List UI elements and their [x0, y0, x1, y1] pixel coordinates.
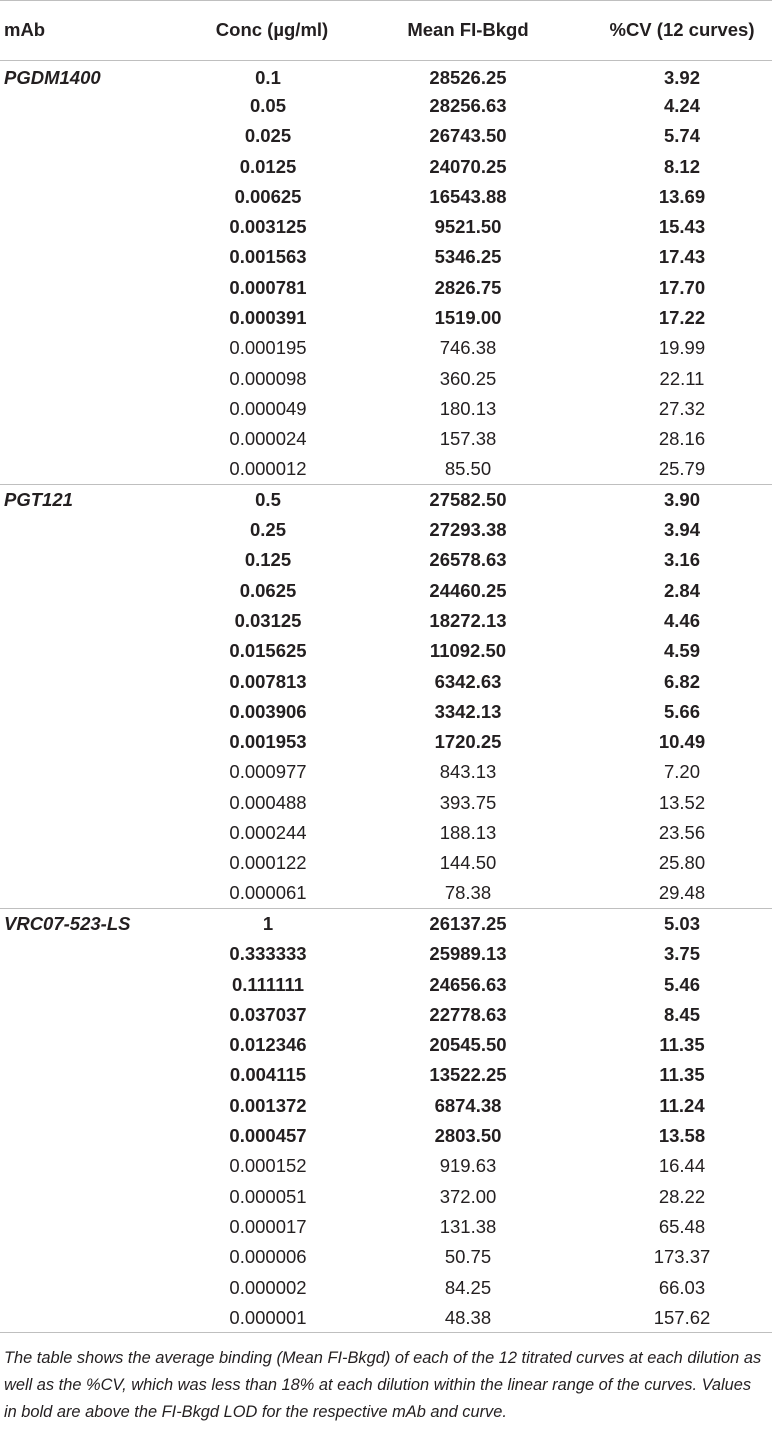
conc-value: 0.037037: [229, 1003, 307, 1025]
conc-value: 0.000006: [229, 1246, 307, 1268]
cv-value: 5.46: [663, 973, 700, 995]
cv-value: 28.16: [658, 428, 706, 450]
header-mean: Mean FI-Bkgd: [348, 1, 578, 61]
table-row: [0, 454, 772, 484]
conc-value: 0.03125: [234, 609, 302, 631]
mab-cell-empty: [0, 576, 188, 606]
table-row: [0, 727, 772, 757]
cv-value: 22.11: [659, 367, 705, 389]
table-header: [0, 1, 772, 61]
cv-value: 66.03: [658, 1276, 706, 1298]
conc-value: 1: [188, 909, 348, 939]
conc-value: 0.000195: [229, 337, 307, 359]
cv-value: 13.58: [658, 1125, 706, 1147]
mab-cell-empty: [0, 363, 188, 393]
cv-value: 4.59: [663, 640, 700, 662]
conc-value: 0.000152: [229, 1155, 307, 1177]
mean-value: 26137.25: [348, 909, 578, 939]
cv-value: 27.32: [658, 397, 706, 419]
mab-cell-empty: [0, 636, 188, 666]
table-row: [0, 61, 772, 91]
table-row: [0, 151, 772, 181]
conc-value: 0.000012: [229, 458, 307, 480]
cv-value: 25.80: [658, 852, 706, 874]
mab-cell-empty: [0, 969, 188, 999]
header-cv: %CV (12 curves): [578, 1, 772, 61]
table-body: [0, 61, 772, 1333]
cv-value: 17.43: [658, 246, 706, 268]
table-row: [0, 697, 772, 727]
cv-value: 4.46: [663, 609, 700, 631]
mean-value: 24656.63: [429, 973, 507, 995]
mab-cell-empty: [0, 606, 188, 636]
conc-value: 0.000098: [229, 367, 307, 389]
mean-value: 11092.50: [429, 640, 507, 662]
table-row: [0, 666, 772, 696]
mab-cell-empty: [0, 1151, 188, 1181]
mean-value: 9521.50: [434, 216, 502, 238]
mab-cell-empty: [0, 1121, 188, 1151]
mean-value: 5346.25: [434, 246, 502, 268]
conc-value: 0.05: [249, 94, 286, 116]
table-row: [0, 363, 772, 393]
conc-value: 0.000391: [229, 307, 307, 329]
mean-value: 919.63: [439, 1155, 497, 1177]
cv-value: 5.66: [663, 700, 700, 722]
cv-value: 29.48: [658, 882, 706, 904]
mab-cell-empty: [0, 454, 188, 484]
mean-value: 22778.63: [429, 1003, 507, 1025]
conc-value: 0.125: [244, 549, 292, 571]
cv-value: 5.03: [578, 909, 772, 939]
header-mab: mAb: [0, 1, 188, 61]
table-row: [0, 242, 772, 272]
table-row: [0, 576, 772, 606]
cv-value: 3.75: [663, 943, 700, 965]
mean-value: 28526.25: [429, 66, 507, 88]
mean-value: 27293.38: [429, 519, 507, 541]
mean-value: 13522.25: [429, 1064, 507, 1086]
cv-value: 3.94: [663, 519, 700, 541]
mab-cell-empty: [0, 1181, 188, 1211]
cv-value: 28.22: [658, 1185, 706, 1207]
conc-value: 0.012346: [229, 1034, 307, 1056]
cv-value: 16.44: [658, 1155, 706, 1177]
table-row: [0, 545, 772, 575]
cv-value: 65.48: [658, 1215, 706, 1237]
conc-value: 0.000051: [229, 1185, 307, 1207]
mean-value: 28256.63: [429, 94, 507, 116]
cv-value: 25.79: [658, 458, 706, 480]
table-row: [0, 1030, 772, 1060]
cv-value: 13.52: [658, 791, 706, 813]
mean-value: 84.25: [444, 1276, 492, 1298]
mean-value: 6874.38: [434, 1094, 502, 1116]
mab-cell-empty: [0, 424, 188, 454]
mab-cell-empty: [0, 879, 188, 909]
mab-cell-empty: [0, 303, 188, 333]
mab-cell-empty: [0, 515, 188, 545]
mab-cell-empty: [0, 545, 188, 575]
mab-cell-empty: [0, 818, 188, 848]
conc-value: 0.0125: [239, 155, 297, 177]
mab-cell-empty: [0, 333, 188, 363]
table-row: [0, 212, 772, 242]
cv-value: 4.24: [663, 94, 700, 116]
cv-value: 2.84: [663, 579, 700, 601]
mab-cell-empty: [0, 1060, 188, 1090]
mean-value: 746.38: [439, 337, 497, 359]
conc-value: 0.1: [255, 66, 281, 88]
mab-name: VRC07-523-LS: [0, 909, 188, 939]
mean-value: 372.00: [439, 1185, 497, 1207]
conc-value: 0.000001: [188, 1303, 348, 1333]
table-row: [0, 636, 772, 666]
conc-value: 0.000017: [229, 1215, 307, 1237]
conc-value: 0.000977: [229, 761, 307, 783]
mean-value: 6342.63: [434, 670, 502, 692]
mab-cell-empty: [0, 1000, 188, 1030]
table-row: [0, 394, 772, 424]
mean-value: 85.50: [444, 458, 492, 480]
table-row: [0, 182, 772, 212]
mab-cell-empty: [0, 182, 188, 212]
cv-value: 3.92: [663, 66, 700, 88]
mab-cell-empty: [0, 121, 188, 151]
conc-value: 0.000457: [229, 1125, 307, 1147]
mab-cell-empty: [0, 939, 188, 969]
mean-value: 78.38: [444, 882, 492, 904]
table-row: [0, 909, 772, 939]
mean-value: 180.13: [439, 397, 497, 419]
conc-value: 0.25: [249, 519, 286, 541]
table-row: [0, 1212, 772, 1242]
table-row: [0, 969, 772, 999]
mab-cell-empty: [0, 1242, 188, 1272]
table-row: [0, 303, 772, 333]
table-row: [0, 757, 772, 787]
table-row: [0, 91, 772, 121]
conc-value: 0.003125: [229, 216, 307, 238]
mab-cell-empty: [0, 727, 188, 757]
conc-value: 0.000244: [229, 822, 307, 844]
mean-value: 3342.13: [434, 700, 502, 722]
table-row: [0, 1303, 772, 1333]
mab-cell-empty: [0, 1212, 188, 1242]
cv-value: 11.24: [659, 1094, 705, 1116]
mab-cell-empty: [0, 666, 188, 696]
mab-cell-empty: [0, 242, 188, 272]
mean-value: 157.38: [439, 428, 497, 450]
conc-value: 0.025: [244, 125, 292, 147]
mean-value: 27582.50: [348, 485, 578, 515]
cv-value: 173.37: [653, 1246, 711, 1268]
mab-name: PGT121: [0, 485, 188, 515]
table-row: [0, 939, 772, 969]
conc-value: 0.5: [188, 485, 348, 515]
mean-value: 360.25: [439, 367, 497, 389]
table-row: [0, 1060, 772, 1090]
table-row: [0, 1121, 772, 1151]
table-row: [0, 273, 772, 303]
table-row: [0, 879, 772, 909]
table-row: [0, 1151, 772, 1181]
conc-value: 0.0625: [239, 579, 297, 601]
mab-cell-empty: [0, 697, 188, 727]
conc-value: 0.001372: [229, 1094, 307, 1116]
conc-value: 0.007813: [229, 670, 307, 692]
mab-cell-empty: [0, 848, 188, 878]
cv-value: 11.35: [659, 1064, 705, 1086]
mean-value: 188.13: [439, 822, 497, 844]
mean-value: 843.13: [439, 761, 497, 783]
cv-value: 8.12: [663, 155, 700, 177]
table-row: [0, 818, 772, 848]
mab-cell-empty: [0, 1303, 188, 1333]
conc-value: 0.333333: [229, 943, 307, 965]
table-row: [0, 1000, 772, 1030]
mean-value: 24460.25: [429, 579, 507, 601]
cv-value: 3.90: [578, 485, 772, 515]
conc-value: 0.015625: [229, 640, 307, 662]
mean-value: 20545.50: [429, 1034, 507, 1056]
cv-value: 10.49: [658, 731, 706, 753]
mean-value: 2803.50: [434, 1125, 502, 1147]
mean-value: 1720.25: [434, 731, 502, 753]
table-row: [0, 121, 772, 151]
cv-value: 157.62: [578, 1303, 772, 1333]
table-caption: The table shows the average binding (Mean FI-Bkgd) of each of the 12 titrated curves at each dilution as well as the %CV, which was less than 18% at each dilution within the linear range of the curves. Values in bold are above the FI-Bkgd LOD for the respective mAb and curve.: [4, 1349, 762, 1422]
mean-value: 18272.13: [429, 609, 507, 631]
conc-value: 0.000061: [229, 882, 307, 904]
header-row: [0, 1, 772, 61]
mab-cell-empty: [0, 212, 188, 242]
table-row: [0, 848, 772, 878]
conc-value: 0.004115: [229, 1064, 307, 1086]
mean-value: 24070.25: [429, 155, 507, 177]
mean-value: 131.38: [439, 1215, 497, 1237]
mean-value: 50.75: [444, 1246, 492, 1268]
conc-value: 0.000488: [229, 791, 307, 813]
mab-cell-empty: [0, 273, 188, 303]
mab-cell-empty: [0, 1272, 188, 1302]
cv-value: 23.56: [658, 822, 706, 844]
header-conc: Conc (µg/ml): [188, 1, 348, 61]
conc-value: 0.003906: [229, 700, 307, 722]
cv-value: 6.82: [663, 670, 700, 692]
mab-cell-empty: [0, 788, 188, 818]
cv-value: 13.69: [658, 185, 706, 207]
table-row: [0, 606, 772, 636]
conc-value: 0.000024: [229, 428, 307, 450]
conc-value: 0.00625: [234, 185, 302, 207]
mab-name: PGDM1400: [4, 66, 101, 88]
table-row: [0, 1242, 772, 1272]
conc-value: 0.000049: [229, 397, 307, 419]
cv-value: 3.16: [663, 549, 700, 571]
mean-value: 25989.13: [429, 943, 507, 965]
mab-cell-empty: [0, 394, 188, 424]
cv-value: 15.43: [658, 216, 706, 238]
cv-value: 17.22: [658, 307, 706, 329]
mab-cell-empty: [0, 1091, 188, 1121]
conc-value: 0.000122: [229, 852, 307, 874]
mean-value: 393.75: [439, 791, 497, 813]
conc-value: 0.001563: [229, 246, 307, 268]
cv-value: 11.35: [659, 1034, 705, 1056]
conc-value: 0.000002: [229, 1276, 307, 1298]
table-row: [0, 515, 772, 545]
mean-value: 144.50: [439, 852, 497, 874]
table-row: [0, 788, 772, 818]
mab-cell-empty: [0, 1030, 188, 1060]
table-row: [0, 424, 772, 454]
conc-value: 0.000781: [229, 276, 307, 298]
cv-value: 19.99: [658, 337, 706, 359]
table-row: [0, 485, 772, 515]
table-row: [0, 1091, 772, 1121]
mean-value: 2826.75: [434, 276, 502, 298]
conc-value: 0.001953: [229, 731, 307, 753]
mean-value: 16543.88: [429, 185, 507, 207]
cv-value: 17.70: [658, 276, 706, 298]
table-row: [0, 1181, 772, 1211]
table-row: [0, 333, 772, 363]
cv-value: 8.45: [663, 1003, 700, 1025]
mab-cell-empty: [0, 757, 188, 787]
mab-cell-empty: [0, 151, 188, 181]
cv-value: 5.74: [663, 125, 700, 147]
mab-cell-empty: [0, 91, 188, 121]
mean-value: 48.38: [348, 1303, 578, 1333]
table-row: [0, 1272, 772, 1302]
mean-value: 26578.63: [429, 549, 507, 571]
cv-value: 7.20: [663, 761, 700, 783]
conc-value: 0.111111: [231, 973, 305, 995]
mean-value: 1519.00: [434, 307, 502, 329]
mean-value: 26743.50: [429, 125, 507, 147]
